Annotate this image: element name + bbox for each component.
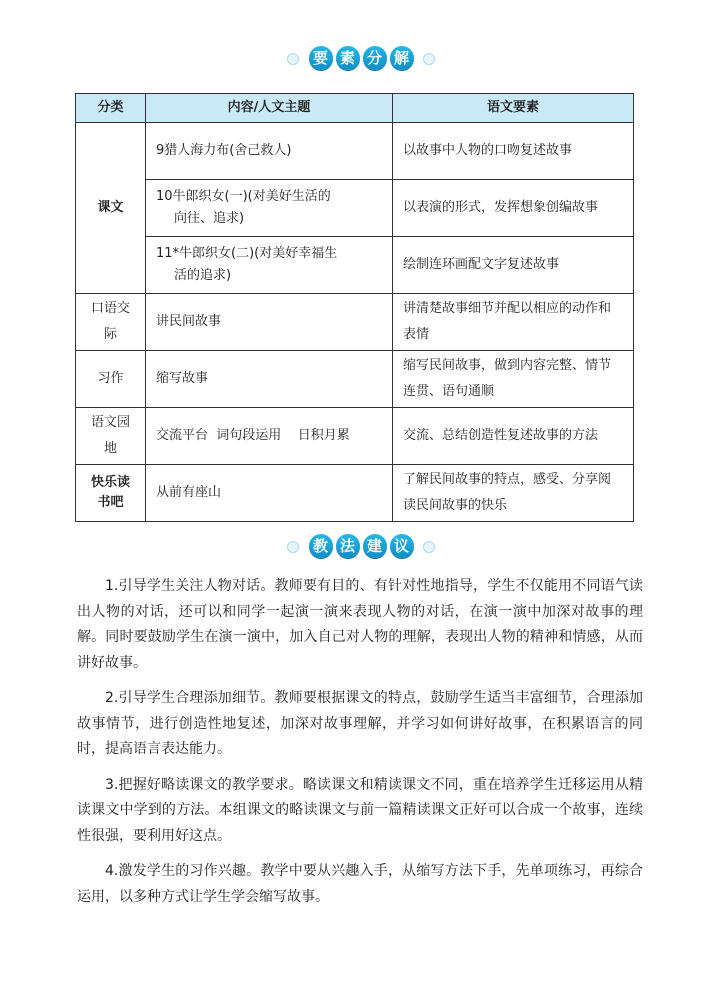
table-row [76,465,634,522]
row-content: 缩写故事 [146,351,393,408]
table-row [76,408,634,465]
header-element: 语文要素 [393,94,634,123]
banner-char: 要 [309,46,333,70]
paragraph: 3.把握好略读课文的教学要求。略读课文和精读课文不同，重在培养学生迁移运用从精读课文中学到的方法。本组课文的略读课文与前一篇精读课文正好可以合成一个故事，连续性很强，要利用好这点。 [77,776,643,844]
row-category: 课文 [76,123,146,294]
row-element: 绘制连环画配文字复述故事 [393,237,634,294]
table-row [76,294,634,351]
header-category: 分类 [76,94,146,123]
row-element: 缩写民间故事，做到内容完整、情节连贯、语句通顺 [393,351,634,408]
table-row [76,123,634,180]
row-category: 习作 [76,351,146,408]
banner-char: 法 [336,534,360,558]
row-element: 以故事中人物的口吻复述故事 [393,123,634,180]
row-element: 交流、总结创造性复述故事的方法 [393,408,634,465]
banner-char: 建 [363,534,387,558]
paragraph: 1.引导学生关注人物对话。教师要有目的、有针对性地指导，学生不仅能用不同语气读出人物的对话，还可以和同学一起演一演来表现人物的对话，在演一演中加深对故事的理解。同时要鼓励学生在演一演中，加入自己对人物的理解，表现出人物的精神和情感，从而讲好故事。 [77,578,643,671]
table-row [76,180,634,237]
row-content [146,180,393,237]
banner-char: 分 [363,46,387,70]
row-content [146,123,393,180]
row-content: 从前有座山 [146,465,393,522]
banner-decoration-left [287,53,299,65]
section-banner-elements [0,46,722,70]
content-line: 向往、追求) [174,211,245,226]
section-banner-suggestions [0,534,722,558]
table-header-row [76,94,634,123]
content-line: 10牛郎织女(一)(对美好生活的 [156,189,331,204]
row-category: 快乐读书吧 [76,465,146,522]
row-element: 讲清楚故事细节并配以相应的动作和表情 [393,294,634,351]
elements-table [75,93,634,522]
row-element: 以表演的形式，发挥想象创编故事 [393,180,634,237]
row-content: 讲民间故事 [146,294,393,351]
row-category: 语文园地 [76,408,146,465]
paragraph: 2.引导学生合理添加细节。教师要根据课文的特点，鼓励学生适当丰富细节，合理添加故事情节，进行创造性地复述，加深对故事理解，并学习如何讲好故事，在积累语言的同时，提高语言表达能力。 [77,690,643,757]
row-content: 交流平台 词句段运用 日积月累 [146,408,393,465]
banner-char: 议 [390,534,414,558]
content-line: 11*牛郎织女(二)(对美好幸福生 [156,246,338,261]
teaching-suggestions [77,574,643,920]
table-row [76,351,634,408]
banner-decoration-right [423,541,435,553]
banner-decoration-right [423,53,435,65]
row-category: 口语交际 [76,294,146,351]
paragraph: 4.激发学生的习作兴趣。教学中要从兴趣入手，从缩写方法下手，先单项练习，再综合运用，以多种方式让学生学会缩写故事。 [77,863,643,905]
table-row [76,237,634,294]
banner-char: 素 [336,46,360,70]
content-line: 9猎人海力布(舍己救人) [156,143,292,158]
banner-char: 教 [309,534,333,558]
row-element: 了解民间故事的特点，感受、分享阅读民间故事的快乐 [393,465,634,522]
header-content: 内容/人文主题 [146,94,393,123]
banner-decoration-left [287,541,299,553]
banner-char: 解 [390,46,414,70]
content-line: 活的追求) [174,268,232,283]
row-content [146,237,393,294]
